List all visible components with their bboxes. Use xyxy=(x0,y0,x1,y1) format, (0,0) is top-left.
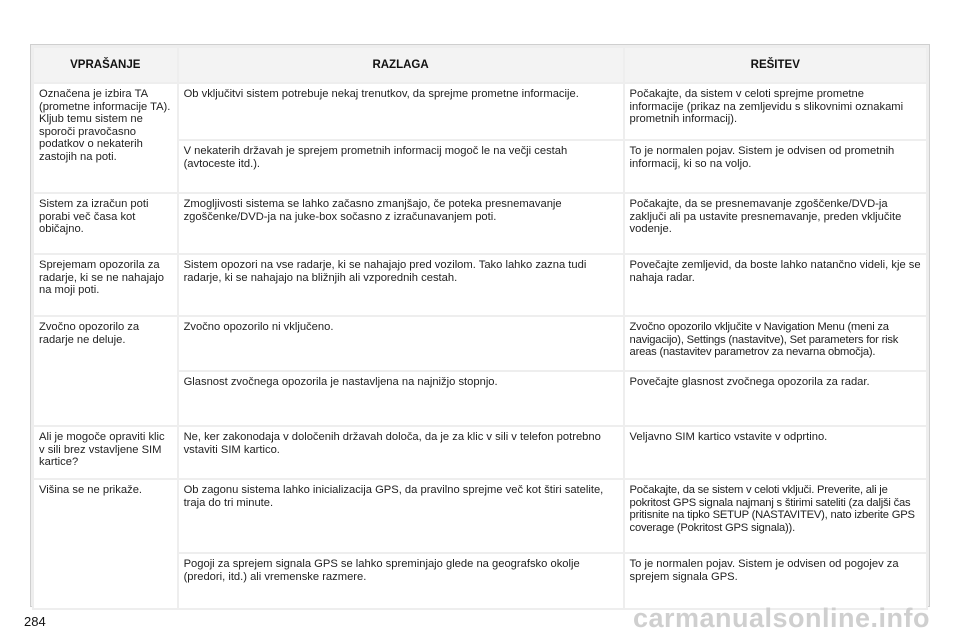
explanation-cell: Glasnost zvočnega opozorila je nastavljena na najnižjo stopnjo. xyxy=(179,372,623,425)
explanation-cell: Ne, ker zakonodaja v določenih državah določa, da je za klic v sili v telefon potrebno vstaviti SIM kartico. xyxy=(179,427,623,478)
table-row xyxy=(34,480,926,552)
table-row xyxy=(34,255,926,315)
question-cell: Zvočno opozorilo za radarje ne deluje. xyxy=(34,317,177,425)
solution-cell: To je normalen pojav. Sistem je odvisen od prometnih informacij, ki so na voljo. xyxy=(625,141,926,192)
explanation-cell: V nekaterih državah je sprejem prometnih informacij mogoč le na večji cestah (avtoceste itd.). xyxy=(179,141,623,192)
header-question: VPRAŠANJE xyxy=(34,48,177,82)
explanation-cell: Zvočno opozorilo ni vključeno. xyxy=(179,317,623,370)
header-solution: REŠITEV xyxy=(625,48,926,82)
solution-cell: Povečajte glasnost zvočnega opozorila za radar. xyxy=(625,372,926,425)
explanation-cell: Ob vključitvi sistem potrebuje nekaj trenutkov, da sprejme prometne informacije. xyxy=(179,84,623,139)
solution-cell: Povečajte zemljevid, da boste lahko natančno videli, kje se nahaja radar. xyxy=(625,255,926,315)
troubleshooting-table xyxy=(32,46,928,610)
page-number: 284 xyxy=(24,614,46,629)
watermark: carmanualsonline.info xyxy=(632,603,930,633)
solution-cell: Počakajte, da se sistem v celoti vključi. Preverite, ali je pokritost GPS signala najmanj s štirimi sateliti (za daljši čas pritisnite na tipko SETUP (NASTAVITEV), nato izberite GPS coverage (Pokritost GPS signala)). xyxy=(625,480,926,552)
explanation-cell: Ob zagonu sistema lahko inicializacija GPS, da pravilno sprejme več kot štiri satelite, traja do tri minute. xyxy=(179,480,623,552)
header-explanation: RAZLAGA xyxy=(179,48,623,82)
solution-cell: Veljavno SIM kartico vstavite v odprtino. xyxy=(625,427,926,478)
question-cell: Sprejemam opozorila za radarje, ki se ne nahajajo na moji poti. xyxy=(34,255,177,315)
solution-cell: Počakajte, da se presnemavanje zgoščenke/DVD-ja zaključi ali pa ustavite presnemavanje, preden vključite vodenje. xyxy=(625,194,926,253)
question-cell: Sistem za izračun poti porabi več časa kot običajno. xyxy=(34,194,177,253)
explanation-cell: Zmogljivosti sistema se lahko začasno zmanjšajo, če poteka presnemavanje zgoščenke/DVD-ja na juke-box sočasno z izračunavanjem poti. xyxy=(179,194,623,253)
table-row xyxy=(34,427,926,478)
solution-cell: To je normalen pojav. Sistem je odvisen od pogojev za sprejem signala GPS. xyxy=(625,554,926,608)
question-cell: Višina se ne prikaže. xyxy=(34,480,177,608)
solution-cell: Počakajte, da sistem v celoti sprejme prometne informacije (prikaz na zemljevidu s slikovnimi oznakami prometnih informacij). xyxy=(625,84,926,139)
explanation-cell: Sistem opozori na vse radarje, ki se nahajajo pred vozilom. Tako lahko zazna tudi radarje, ki se nahajajo na bližnjih ali vzporednih cestah. xyxy=(179,255,623,315)
question-cell: Označena je izbira TA (prometne informacije TA). Kljub temu sistem ne sporoči pravočasno podatkov o nekaterih zastojih na poti. xyxy=(34,84,177,192)
table-row xyxy=(34,317,926,370)
table-row xyxy=(34,194,926,253)
solution-cell: Zvočno opozorilo vključite v Navigation Menu (meni za navigacijo), Settings (nastavitve), Set parameters for risk areas (nastavitev parametrov za nevarna območja). xyxy=(625,317,926,370)
table-row xyxy=(34,84,926,139)
question-cell: Ali je mogoče opraviti klic v sili brez vstavljene SIM kartice? xyxy=(34,427,177,478)
table-header-row xyxy=(34,48,926,82)
explanation-cell: Pogoji za sprejem signala GPS se lahko spreminjajo glede na geografsko okolje (predori, itd.) ali vremenske razmere. xyxy=(179,554,623,608)
